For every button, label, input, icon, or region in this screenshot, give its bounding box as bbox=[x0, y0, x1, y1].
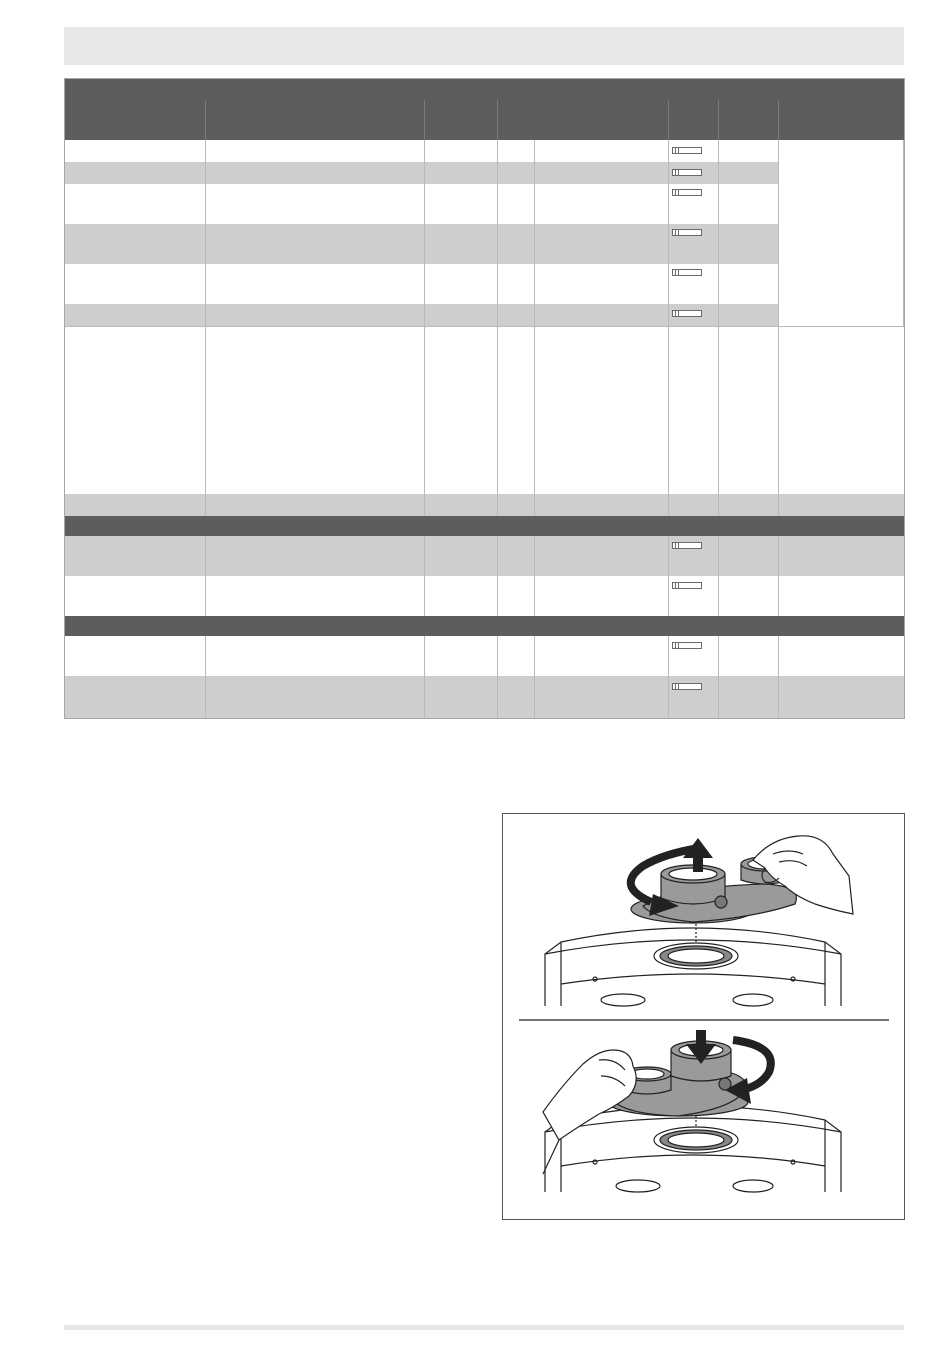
table-row bbox=[64, 224, 778, 264]
table-section-band bbox=[64, 616, 904, 636]
page-footer-rule bbox=[64, 1325, 904, 1330]
adapter-illustration bbox=[503, 814, 904, 1219]
pipe-icon bbox=[672, 189, 702, 196]
table-row bbox=[64, 304, 778, 326]
pipe-icon bbox=[672, 269, 702, 276]
page-header-bar bbox=[64, 27, 904, 65]
table-section-band bbox=[64, 516, 904, 536]
step-install bbox=[543, 1030, 841, 1192]
pipe-icon bbox=[672, 310, 702, 317]
pipe-icon bbox=[672, 642, 702, 649]
table-row bbox=[64, 184, 778, 224]
pipe-icon bbox=[672, 582, 702, 589]
table-row bbox=[64, 140, 778, 162]
table-row bbox=[64, 162, 778, 184]
pipe-icon bbox=[672, 169, 702, 176]
flue-spec-table bbox=[64, 78, 904, 718]
table-section-band bbox=[64, 78, 904, 100]
pipe-icon bbox=[672, 542, 702, 549]
flue-adapter-figure bbox=[502, 813, 905, 1220]
table-row bbox=[64, 264, 778, 304]
pipe-icon bbox=[672, 147, 702, 154]
pipe-icon bbox=[672, 683, 702, 690]
step-remove bbox=[545, 836, 853, 1006]
pipe-icon bbox=[672, 229, 702, 236]
